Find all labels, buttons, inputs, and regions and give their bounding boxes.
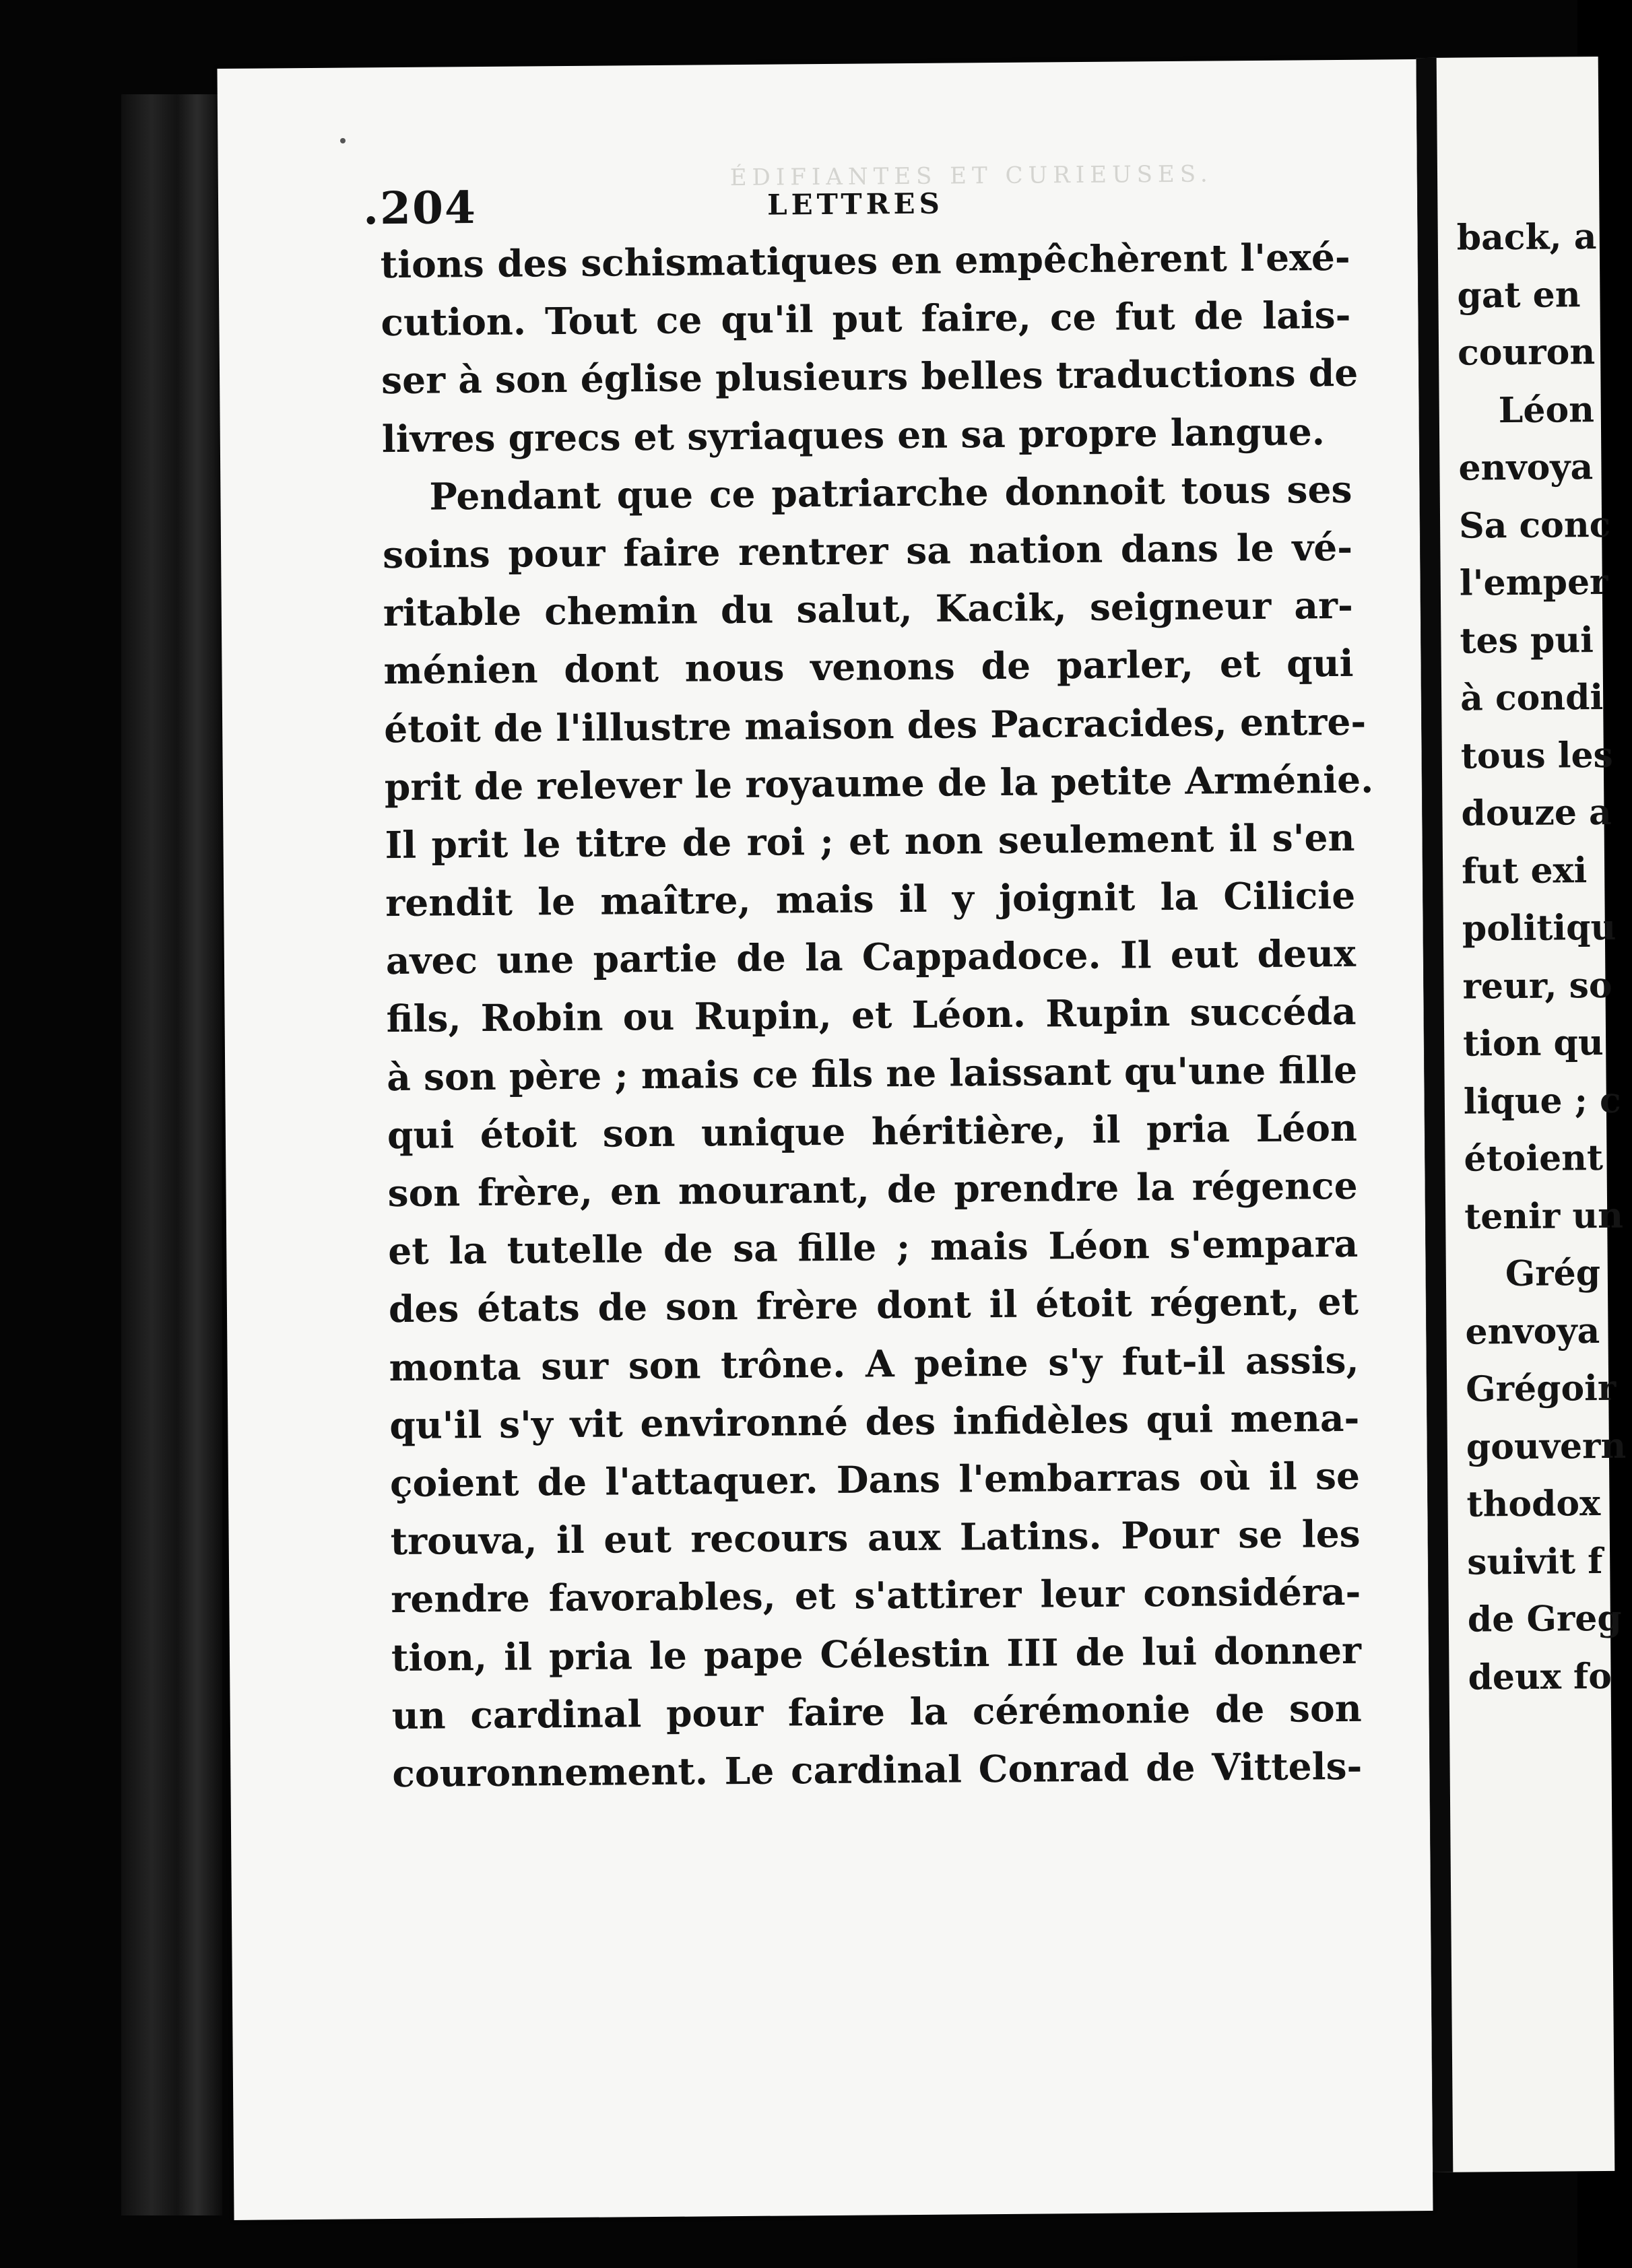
text-line: soins pour faire rentrer sa nation dans le vé- — [382, 525, 1353, 577]
text-line: Pendant que ce patriarche donnoit tous ses — [429, 467, 1352, 519]
text-line: politiqu — [1462, 906, 1617, 949]
page-number: .204 — [362, 181, 478, 235]
text-line: tions des schismatiques en empêchèrent l'exé- — [380, 234, 1350, 287]
text-line: tion, il pria le pape Célestin III de lui donner — [391, 1628, 1362, 1679]
text-line: rendre favorables, et s'attirer leur considéra- — [391, 1570, 1361, 1622]
text-line: avec une partie de la Cappadoce. Il eut deux — [385, 931, 1357, 983]
bleed-through-running-head: ÉDIFIANTES ET CURIEUSES. — [729, 160, 1213, 192]
text-line: tes pui — [1460, 619, 1594, 662]
text-line: reur, so — [1462, 964, 1612, 1007]
text-line: ser à son église plusieurs belles traductions de — [381, 351, 1359, 403]
text-line: couronnement. Le cardinal Conrad de Vittels- — [392, 1743, 1363, 1795]
text-line: trouva, il eut recours aux Latins. Pour se les — [390, 1511, 1361, 1564]
text-line: de Greg — [1467, 1597, 1622, 1640]
body-text — [380, 228, 1374, 1803]
text-line: gat en — [1457, 273, 1581, 316]
text-line: à son père ; mais ce fils ne laissant qu'une fille — [386, 1047, 1358, 1099]
text-line: un cardinal pour faire la cérémonie de son — [391, 1686, 1362, 1737]
text-line: envoya — [1458, 446, 1594, 489]
text-line: tenir un — [1464, 1195, 1624, 1238]
text-line: qu'il s'y vit environné des infidèles qui mena- — [389, 1395, 1360, 1447]
text-line: prit de relever le royaume de la petite Arménie. — [384, 757, 1374, 809]
text-line: çoient de l'attaquer. Dans l'embarras où il se — [389, 1453, 1361, 1506]
text-line: à condi — [1460, 676, 1604, 719]
text-line: tion qu — [1462, 1022, 1604, 1065]
dust-speck — [340, 138, 346, 143]
text-line: fut exi — [1461, 849, 1588, 892]
right-page-text — [1456, 208, 1627, 1706]
left-page — [217, 59, 1433, 2220]
text-line: l'emper — [1459, 561, 1608, 604]
text-line: envoya — [1465, 1310, 1600, 1353]
text-line: et la tutelle de sa fille ; mais Léon s'empara — [388, 1221, 1359, 1273]
text-line: qui étoit son unique héritière, il pria Léon — [387, 1105, 1358, 1157]
book-binding-gutter — [121, 94, 222, 2215]
text-line: suivit f — [1466, 1540, 1603, 1583]
text-line: cution. Tout ce qu'il put faire, ce fut de lais- — [381, 293, 1351, 345]
text-line: tous les — [1460, 734, 1614, 777]
text-line: ménien dont nous venons de parler, et qui — [383, 641, 1354, 693]
text-line: Sa conc — [1458, 504, 1611, 547]
text-line: back, a — [1456, 216, 1597, 259]
text-line: étoient — [1464, 1137, 1604, 1180]
text-line: étoit de l'illustre maison des Pacracides, entre- — [383, 699, 1367, 751]
text-line: douze a — [1461, 791, 1612, 834]
right-page-edge — [1416, 57, 1627, 2172]
text-line: ritable chemin du salut, Kacik, seigneur ar- — [383, 582, 1354, 635]
text-line: Grégoir — [1465, 1367, 1617, 1410]
text-line: gouvern — [1466, 1425, 1627, 1468]
text-line: couron — [1457, 331, 1596, 374]
text-line: Grég — [1505, 1253, 1601, 1295]
text-line: thodox — [1466, 1483, 1601, 1525]
text-line: fils, Robin ou Rupin, et Léon. Rupin succéda — [386, 989, 1357, 1041]
text-line: livres grecs et syriaques en sa propre langue. — [381, 409, 1326, 461]
text-line: monta sur son trône. A peine s'y fut-il assis, — [389, 1337, 1359, 1389]
text-line: des états de son frère dont il étoit régent, et — [388, 1279, 1359, 1331]
text-line: rendit le maître, mais il y joignit la Cilicie — [385, 873, 1356, 925]
text-line: Il prit le titre de roi ; et non seulement il s'en — [385, 815, 1355, 867]
text-line: deux fo — [1468, 1655, 1612, 1698]
text-line: son frère, en mourant, de prendre la régence — [387, 1163, 1358, 1215]
text-line: Léon — [1498, 389, 1595, 431]
text-line: lique ; c — [1463, 1079, 1621, 1123]
running-head: LETTRES — [766, 187, 944, 222]
